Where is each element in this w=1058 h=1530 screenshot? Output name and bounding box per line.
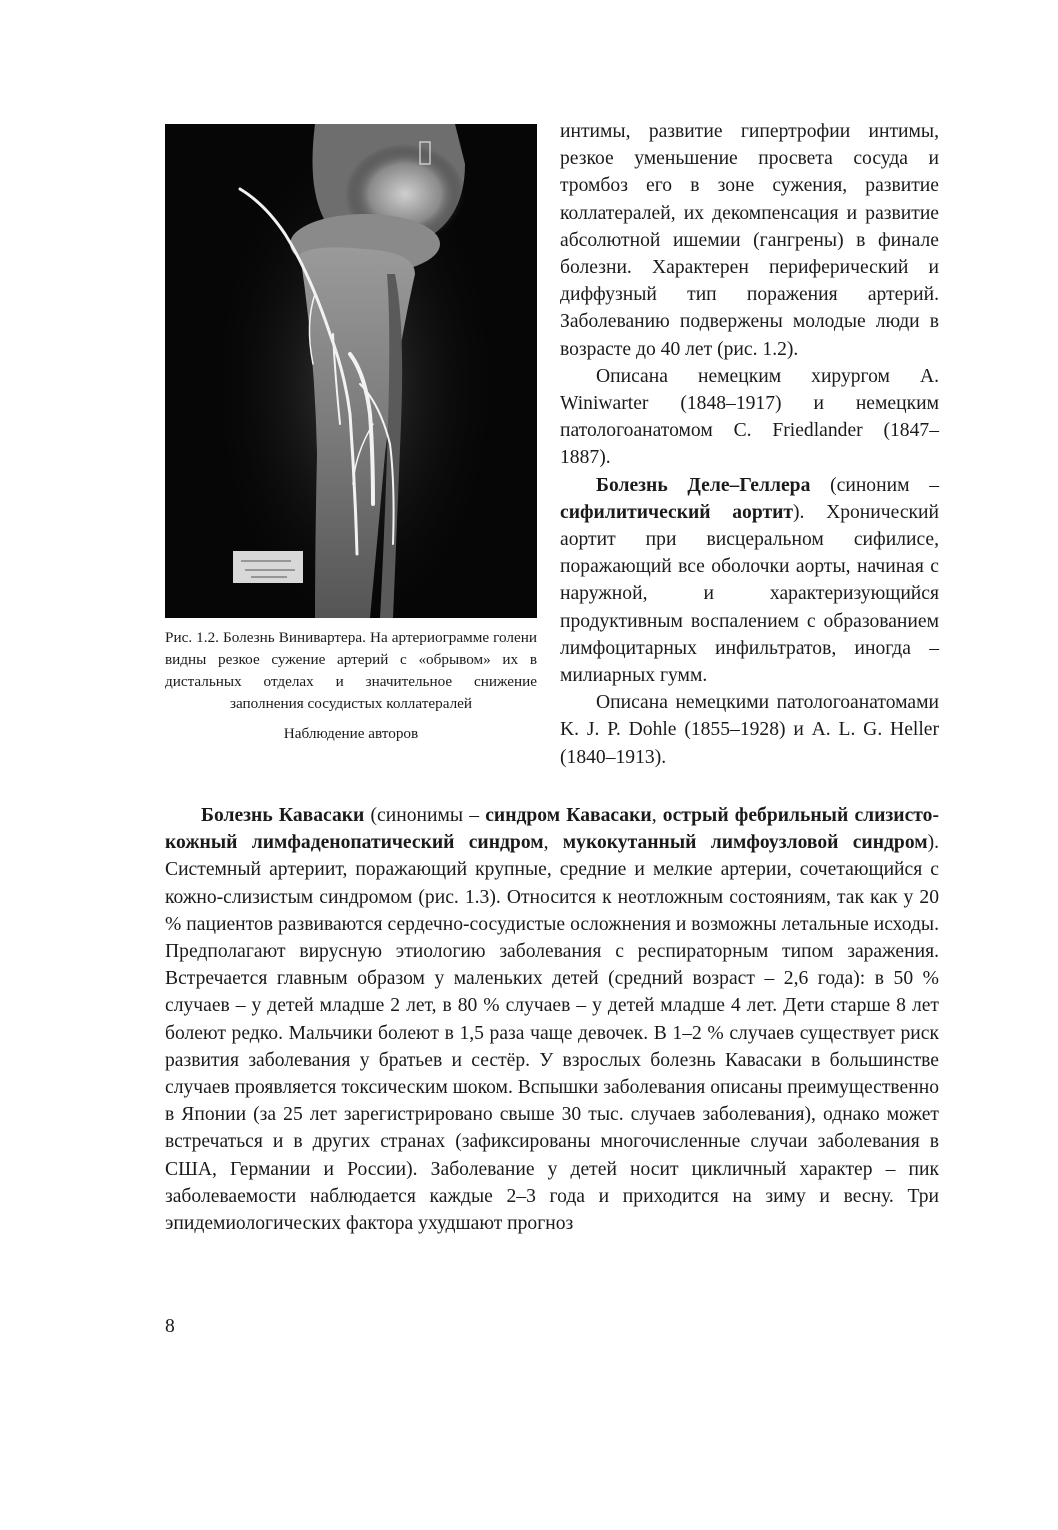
paragraph-dele-heller <box>560 472 939 690</box>
bold-term: Болезнь Деле–Геллера <box>596 474 811 496</box>
bold-term: сифилитический аортит <box>560 501 793 523</box>
text-run: , <box>543 832 563 854</box>
text-run: ). Системный артериит, поражающий крупные, средние и мелкие артерии, сочетающийся с кожно-слизистым синдромом (рис. 1.3). Относится к неотложным состояниям, так как у 20 % пациентов развиваются сердечно-сосудистые осложнения и возможны летальные исходы. Предполагают вирусную этиологию заболевания с респираторным типом заражения. Встречается главным образом у маленьких детей (средний возраст – 2,6 года): в 50 % случаев – у детей младше 2 лет, в 80 % случаев – у детей младше 4 лет. Дети старше 8 лет болеют редко. Мальчики болеют в 1,5 раза чаще девочек. В 1–2 % случаев существует риск развития заболевания у братьев и сестёр. У взрослых болезнь Кавасаки в большинстве случаев проявляется токсическим шоком. Вспышки заболевания описаны преимущественно в Японии (за 25 лет зарегистрировано свыше 30 тыс. случаев заболевания), однако может встречаться и в других странах (зафиксированы многочисленные случаи заболевания в США, Германии и России). Заболевание у детей носит цикличный характер – пик заболеваемости наблюдается каждые 2–3 года и приходится на зиму и весну. Три эпидемиологических фактора ухудшают прогноз <box>165 832 940 1235</box>
text-run: , <box>651 805 663 826</box>
arteriogram-figure <box>165 124 537 618</box>
arteriogram-image <box>165 124 537 618</box>
text-run: (синоним – <box>810 474 939 496</box>
bold-term: синдром Кавасаки <box>485 805 652 826</box>
main-text <box>165 802 939 1237</box>
text-run: (синонимы – <box>364 805 486 826</box>
bold-term: Болезнь Кавасаки <box>201 805 365 826</box>
paragraph: интимы, развитие гипертрофии интимы, резкое уменьшение просвета сосуда и тромбоз его в зоне сужения, развитие коллатералей, их декомпенсация и развитие абсолютной ишемии (гангрены) в финале болезни. Характерен периферический и диффузный тип поражения артерий. Заболеванию подвержены молодые люди в возрасте до 40 лет (рис. 1.2). <box>560 121 939 360</box>
page-number: 8 <box>165 1316 175 1337</box>
right-column-text <box>560 118 939 771</box>
bold-term: мукокутанный лимфоузловой синдром <box>562 832 928 854</box>
caption-text: Рис. 1.2. Болезнь Винивартера. На артериограмме голени видны резкое сужение артерий с «обрывом» их в дистальных отделах и значительное снижение заполнения сосудистых коллатералей <box>165 629 537 712</box>
bold-term: острый фебрильный слизисто-кожный лимфаденопатический синдром <box>165 805 939 854</box>
paragraph-kawasaki <box>165 802 939 1237</box>
paragraph: Описана немецким хирургом A. Winiwarter (1848–1917) и немецким патологоанатомом C. Friedlander (1847–1887). <box>560 365 939 469</box>
text-run: ). Хронический аортит при висцеральном сифилисе, поражающий все оболочки аорты, начиная с наружной, и характеризующийся продуктивным воспалением с образованием лимфоцитарных инфильтратов, иногда – милиарных гумм. <box>560 501 940 687</box>
figure-caption <box>165 627 537 745</box>
caption-note: Наблюдение авторов <box>283 725 419 742</box>
paragraph: Описана немецкими патологоанатомами K. J. P. Dohle (1855–1928) и A. L. G. Heller (1840–1913). <box>560 692 939 768</box>
